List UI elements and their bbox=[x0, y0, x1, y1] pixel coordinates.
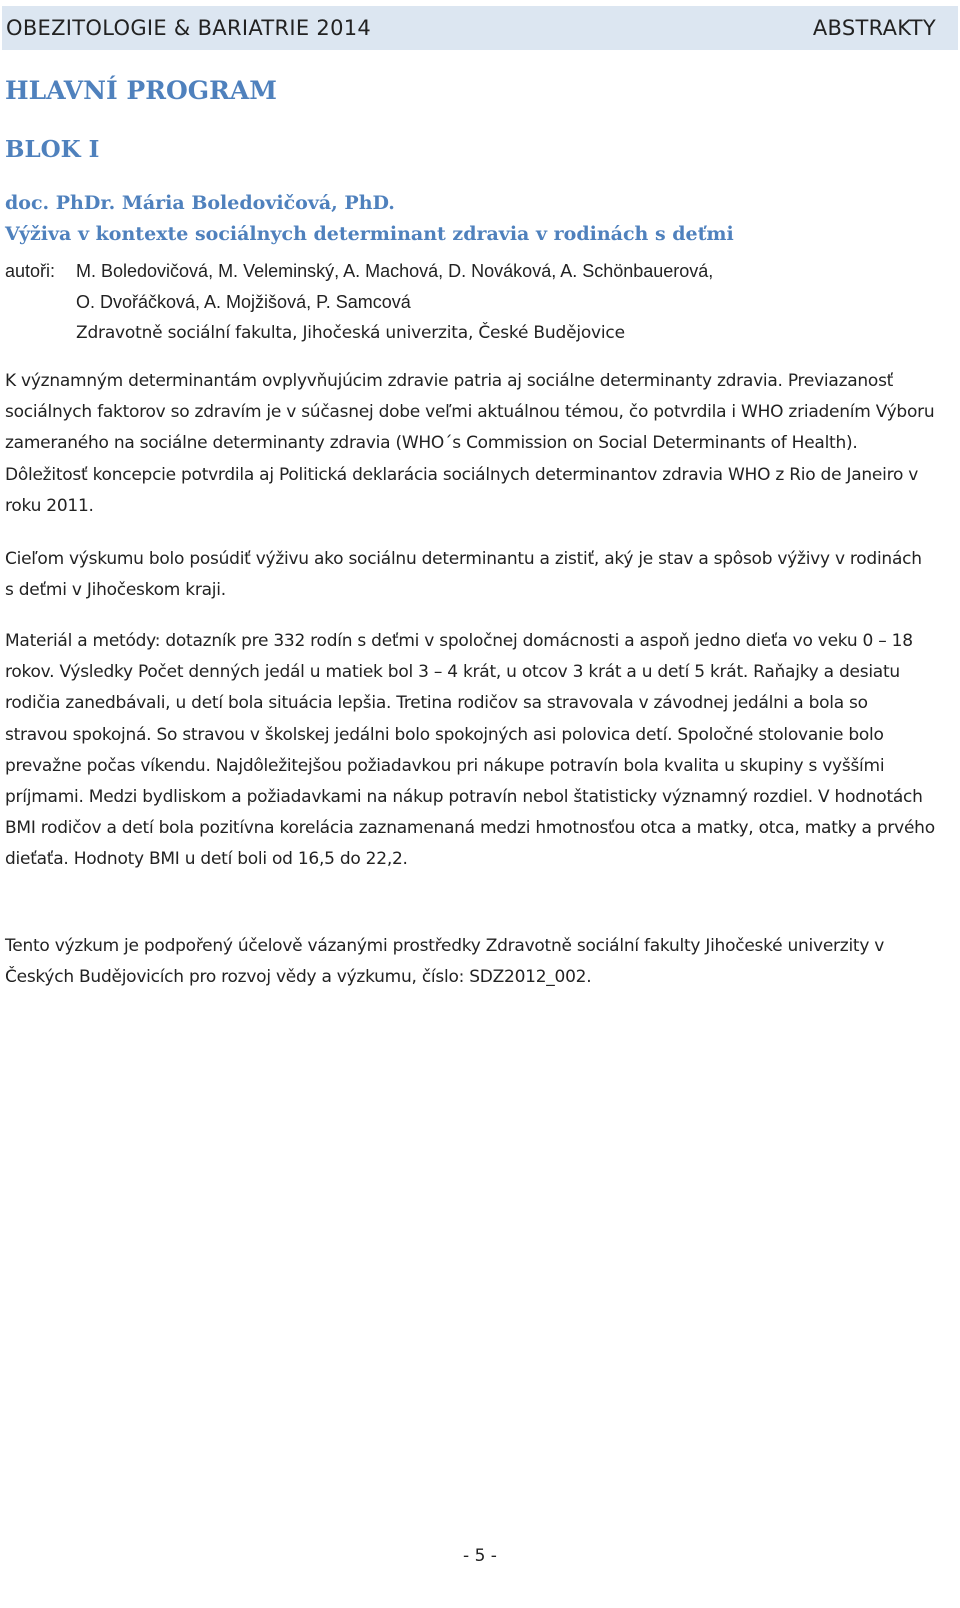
authors-label: autoři: bbox=[5, 261, 56, 281]
program-title: HLAVNÍ PROGRAM bbox=[5, 76, 277, 105]
page-number: - 5 - bbox=[463, 1546, 497, 1566]
abstract-paragraph-3: Materiál a metódy: dotazník pre 332 rodín s deťmi v spoločnej domácnosti a aspoň jedno dieťa vo veku 0 – 18 rokov. Výsledky Počet denných jedál u matiek bol 3 – 4 krát, u otcov 3 krát a u detí 5 krát. Raňajky a desiatu rodičia zanedbávali, u detí bola situácia lepšia. Tretina rodičov sa stravovala v závodnej jedálni a bola so stravou spokojná. So stravou v školskej jedálni bolo spokojných asi polovica detí. Spoločné stolovanie bolo prevažne počas víkendu. Najdôležitejšou požiadavkou pri nákupe potravín bola kvalita u skupiny s vyššími príjmami. Medzi bydliskom a požiadavkami na nákup potravín nebol štatisticky významný rozdiel. V hodnotách BMI rodičov a detí bola pozitívna korelácia zaznamenaná medzi hmotnosťou otca a matky, otca, matky a prvého dieťaťa. Hodnoty BMI u detí boli od 16,5 do 22,2. bbox=[5, 631, 935, 870]
speaker-name: doc. PhDr. Mária Boledovičová, PhD. bbox=[5, 192, 395, 214]
page-header bbox=[2, 6, 958, 50]
block-title: BLOK I bbox=[5, 136, 100, 163]
affiliation: Zdravotně sociální fakulta, Jihočeská univerzita, České Budějovice bbox=[76, 323, 625, 343]
authors-row bbox=[5, 256, 713, 287]
header-section-label: ABSTRAKTY bbox=[812, 16, 936, 40]
authors-line-1: M. Boledovičová, M. Veleminský, A. Machová, D. Nováková, A. Schönbauerová, bbox=[76, 261, 714, 281]
abstract-paragraph-2: Cieľom výskumu bolo posúdiť výživu ako sociálnu determinantu a zistiť, aký je stav a spôsob výživy v rodinách s deťmi v Jihočeskom kraji. bbox=[5, 549, 922, 601]
authors-line-2: O. Dvořáčková, A. Mojžišová, P. Samcová bbox=[76, 292, 411, 312]
header-journal-title: OBEZITOLOGIE & BARIATRIE 2014 bbox=[6, 16, 372, 40]
abstract-title: Výživa v kontexte sociálnych determinant zdravia v rodinách s deťmi bbox=[5, 223, 734, 245]
authors-block bbox=[5, 256, 713, 349]
abstract-paragraph-1: K významným determinantám ovplyvňujúcim zdravie patria aj sociálne determinanty zdravia. Previazanosť sociálnych faktorov so zdravím je v súčasnej dobe veľmi aktuálnou témou, čo potvrdila i WHO zriadením Výboru zameraného na sociálne determinanty zdravia (WHO´s Commission on Social Determinants of Health). Dôležitosť koncepcie potvrdila aj Politická deklarácia sociálnych determinantov zdravia WHO z Rio de Janeiro v roku 2011. bbox=[5, 371, 935, 516]
abstract-paragraph-4: Tento výzkum je podpořený účelově vázanými prostředky Zdravotně sociální fakulty Jihočeské univerzity v Českých Budějovicích pro rozvoj vědy a výzkumu, číslo: SDZ2012_002. bbox=[5, 936, 885, 988]
